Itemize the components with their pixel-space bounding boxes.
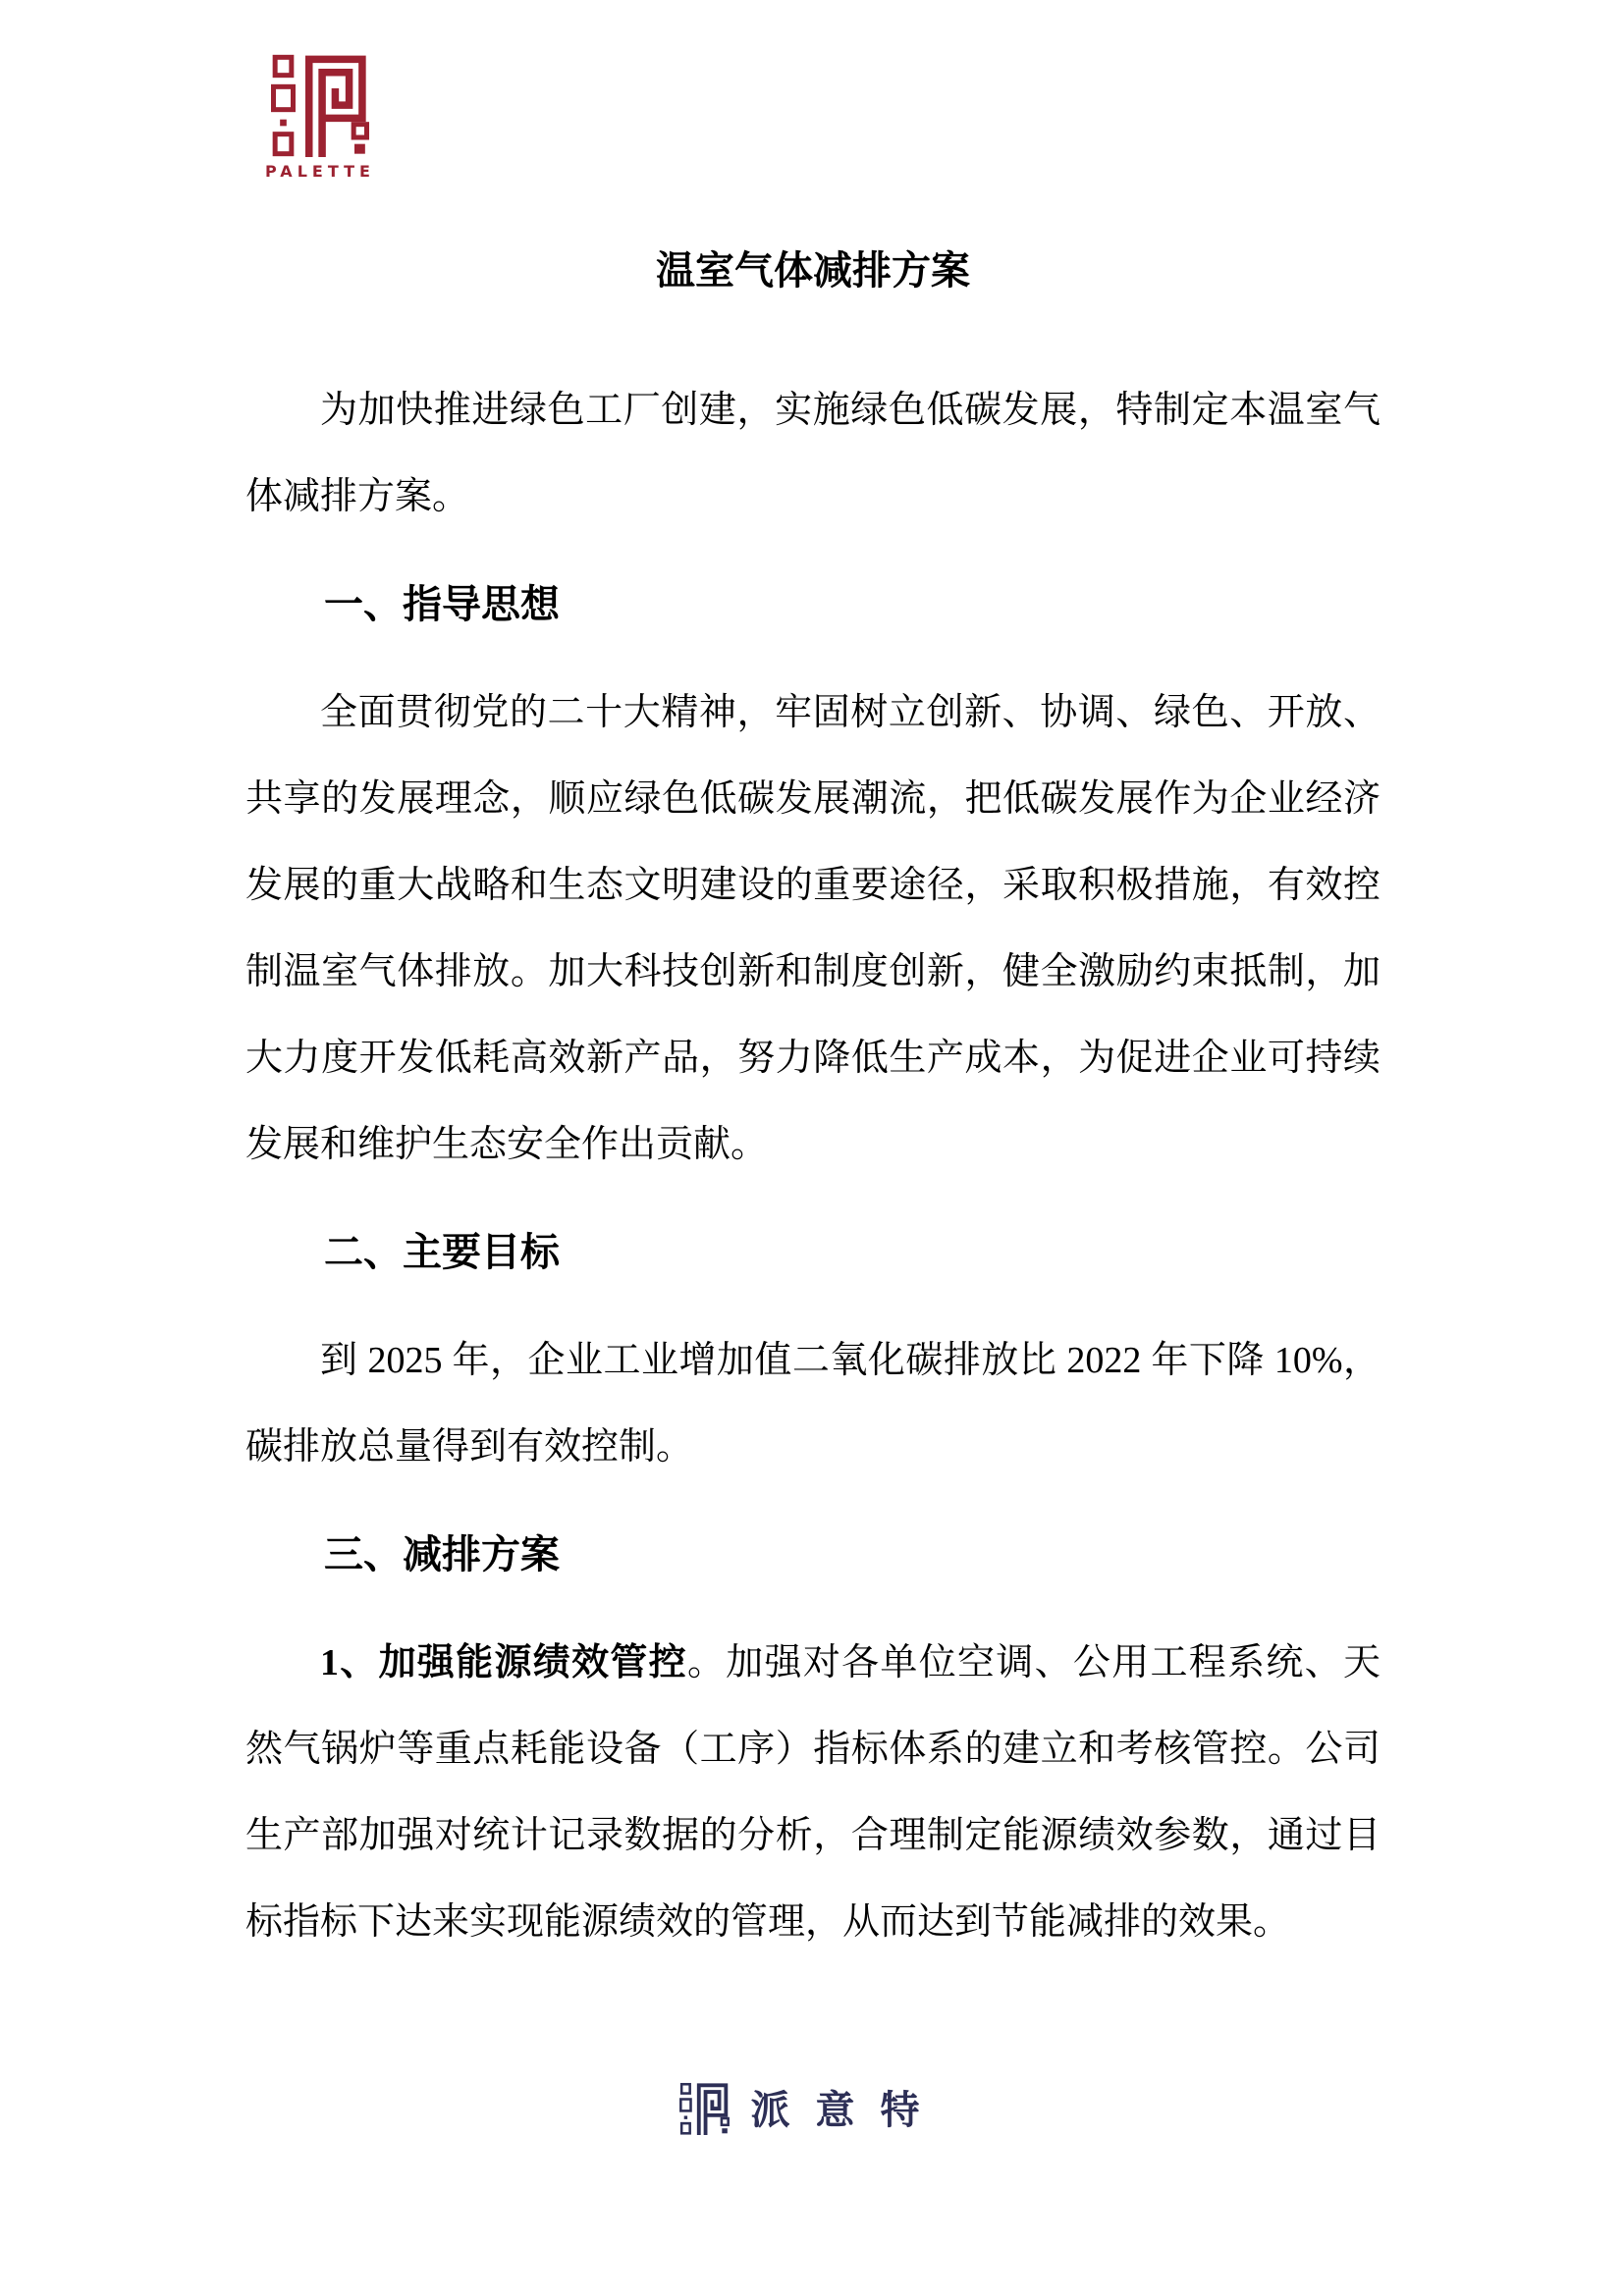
paiyite-logo-mark-icon <box>679 2080 730 2135</box>
section-3-paragraph <box>245 1620 1380 1965</box>
paragraph-line: 发展的重大战略和生态文明建设的重要途径，采取积极措施，有效控 <box>245 865 1380 906</box>
paiyite-logo <box>0 2079 1624 2135</box>
palette-logo-text: PALETTE <box>265 162 375 181</box>
paragraph-line: 共享的发展理念，顺应绿色低碳发展潮流，把低碳发展作为企业经济 <box>245 778 1380 820</box>
paragraph-line: 到 2025 年，企业工业增加值二氧化碳排放比 2022 年下降 10%， <box>320 1340 1380 1381</box>
paragraph-line: 生产部加强对统计记录数据的分析，合理制定能源绩效参数，通过目 <box>245 1815 1380 1856</box>
paragraph-line: 制温室气体排放。加大科技创新和制度创新，健全激励约束抵制，加 <box>245 951 1380 992</box>
paragraph-line <box>245 1620 1380 1706</box>
paragraph-line: 体减排方案。 <box>245 476 470 517</box>
paragraph-line: 发展和维护生态安全作出贡献。 <box>245 1124 769 1165</box>
measure-title-bold: 1、加强能源绩效管控 <box>320 1642 687 1683</box>
section-heading-1: 一、指导思想 <box>324 582 560 626</box>
paragraph-line: 标指标下达来实现能源绩效的管理，从而达到节能减排的效果。 <box>245 1901 1291 1943</box>
section-heading-2: 二、主要目标 <box>324 1230 560 1274</box>
paragraph-text: 。加强对各单位空调、公用工程系统、天 <box>686 1642 1380 1683</box>
section-heading-3: 三、减排方案 <box>324 1532 560 1576</box>
palette-logo <box>265 49 375 181</box>
paragraph-line: 为加快推进绿色工厂创建，实施绿色低碳发展，特制定本温室气 <box>320 390 1380 431</box>
paiyite-logo-text: 派意特 <box>750 2088 946 2133</box>
palette-logo-mark-icon <box>271 49 369 157</box>
paragraph-line: 全面贯彻党的二十大精神，牢固树立创新、协调、绿色、开放、 <box>320 692 1380 733</box>
section-2-paragraph <box>245 1317 1380 1490</box>
paragraph-line: 碳排放总量得到有效控制。 <box>245 1426 694 1468</box>
intro-paragraph <box>245 367 1380 540</box>
paragraph-line: 大力度开发低耗高效新产品，努力降低生产成本，为促进企业可持续 <box>245 1038 1380 1079</box>
document-title: 温室气体减排方案 <box>656 248 970 293</box>
paragraph-line: 然气锅炉等重点耗能设备（工序）指标体系的建立和考核管控。公司 <box>245 1729 1380 1770</box>
section-1-paragraph <box>245 669 1380 1188</box>
document-body <box>245 228 1380 1965</box>
